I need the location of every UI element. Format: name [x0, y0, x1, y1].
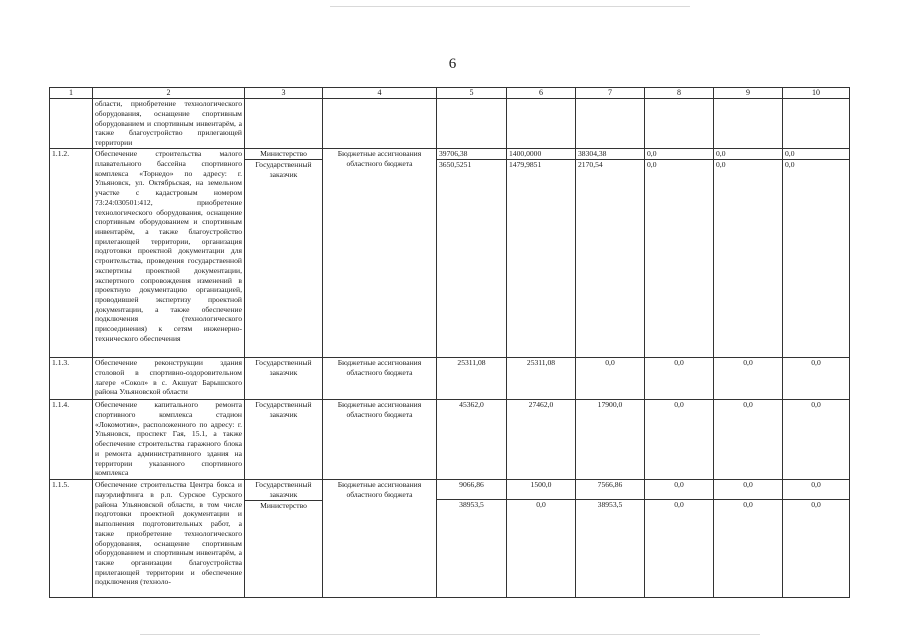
value-cell	[576, 149, 645, 358]
header-row	[50, 88, 850, 99]
row-description: Обеспечение строительства малого плавательного бассейна спортивного комплекса «Торнедо» по адресу: г. Ульяновск, ул. Октябрьская, на земельном участке с кадастровым номером 73:24:030501:412, приобретение технологического оборудования, оснащение спортивным оборудованием и спортивным инвентарём, а также благоустройство прилегающей территории, организация подготовки проектной документации для строительства, проведения государственной экспертизы проектной документации, экспертного сопровождения изменений в проектную документацию организацией, проводившей экспертизу проектной документации, а также обеспечение подключения (технологического присоединения) к сетям инженерно-технического обеспечения	[93, 149, 245, 358]
value: 17900,0	[597, 400, 623, 410]
value-cell	[645, 99, 714, 149]
value-cell	[507, 358, 576, 400]
header-cell: 4	[323, 88, 437, 99]
value: 25311,08	[526, 358, 556, 368]
table-row	[50, 149, 850, 358]
value-cell	[507, 480, 576, 598]
value-cell	[576, 480, 645, 598]
row-description: Обеспечение реконструкции здания столовой в спортивно-оздоровительном лагере «Сокол» в с. Акшуат Барышского района Ульяновской области	[93, 358, 245, 400]
row-description: Обеспечение капитального ремонта спортивного комплекса стадион «Локомотив», расположенного по адресу: г. Ульяновск, проспект Гая, 15.1, а также обеспечение строительства гаражного блока и ремонта административного здания на территории указанного спортивного комплекса	[93, 400, 245, 480]
value-cell	[507, 400, 576, 480]
funding-source-cell	[323, 149, 437, 358]
value: 0,0	[716, 149, 726, 159]
table-row	[50, 99, 850, 149]
value: 0,0	[783, 499, 849, 510]
row-number: 1.1.5.	[50, 480, 93, 598]
value-cell	[645, 149, 714, 358]
value-cell	[507, 149, 576, 358]
executor-cell	[245, 149, 323, 358]
value: 3650,5251	[437, 159, 506, 170]
funding-source: Бюджетные ассигнования областного бюджета	[337, 400, 422, 419]
funding-source: Бюджетные ассигнования областного бюджета	[337, 358, 422, 377]
value: 0,0	[743, 480, 753, 490]
header-cell: 2	[93, 88, 245, 99]
value-cell	[783, 358, 850, 400]
budget-table	[49, 87, 850, 598]
header-cell: 6	[507, 88, 576, 99]
value: 27462,0	[528, 400, 554, 410]
scan-artifact	[140, 634, 760, 635]
value-cell	[783, 149, 850, 358]
value: 0,0	[605, 358, 615, 368]
value-cell	[645, 400, 714, 480]
value: 38304,38	[578, 149, 607, 159]
scan-artifact	[330, 6, 690, 7]
value: 0,0	[743, 358, 753, 368]
value-cell	[783, 99, 850, 149]
value: 38953,5	[437, 499, 506, 510]
value: 0,0	[714, 159, 782, 170]
value-cell	[645, 480, 714, 598]
value: 0,0	[811, 358, 821, 368]
header-cell: 9	[714, 88, 783, 99]
executor-cell	[245, 480, 323, 598]
value-cell	[507, 99, 576, 149]
row-description: области, приобретение технологического оборудования, оснащение спортивным оборудованием и спортивным инвентарём, а также благоустройство прилегающей территории	[93, 99, 245, 149]
value-cell	[437, 149, 507, 358]
value-cell	[714, 149, 783, 358]
value: 0,0	[645, 499, 713, 510]
value: 7566,86	[597, 480, 623, 490]
funding-source: Бюджетные ассигнования областного бюджета	[337, 480, 422, 499]
row-number: 1.1.3.	[50, 358, 93, 400]
value-cell	[576, 99, 645, 149]
value-cell	[437, 358, 507, 400]
executor-name: Государственный заказчик	[255, 400, 312, 419]
header-cell: 7	[576, 88, 645, 99]
executor-name: Государственный заказчик	[245, 159, 322, 179]
value: 2170,54	[576, 159, 644, 170]
funding-source-cell	[323, 400, 437, 480]
table-row	[50, 480, 850, 598]
executor-cell	[245, 400, 323, 480]
value-cell	[437, 480, 507, 598]
value: 0,0	[507, 499, 575, 510]
value: 0,0	[674, 480, 684, 490]
value: 0,0	[645, 159, 713, 170]
header-cell: 1	[50, 88, 93, 99]
value: 38953,5	[576, 499, 644, 510]
value: 0,0	[714, 499, 782, 510]
value-cell	[714, 480, 783, 598]
value: 9066,86	[459, 480, 484, 490]
executor-name: Министерство	[260, 149, 307, 159]
value-cell	[576, 400, 645, 480]
value-cell	[576, 358, 645, 400]
executor-cell	[245, 99, 323, 149]
value: 0,0	[811, 480, 821, 490]
row-number	[50, 99, 93, 149]
value: 1500,0	[530, 480, 552, 490]
header-cell: 10	[783, 88, 850, 99]
value-cell	[645, 358, 714, 400]
value-cell	[437, 400, 507, 480]
value: 0,0	[674, 358, 684, 368]
value: 0,0	[811, 400, 821, 410]
funding-source-cell	[323, 99, 437, 149]
row-description: Обеспечение строительства Центра бокса и пауэрлифтинга в р.п. Сурское Сурского района Ульяновской области, в том числе подготовки проектной документации и выполнения подготовительных работ, а также приобретение технологического оборудования, оснащение спортивным оборудованием и спортивным инвентарём, а также организации благоустройства прилегающей территории и обеспечение подключения (техноло-	[93, 480, 245, 598]
funding-source-cell	[323, 358, 437, 400]
value: 0,0	[647, 149, 657, 159]
header-cell: 5	[437, 88, 507, 99]
row-number: 1.1.2.	[50, 149, 93, 358]
table-row	[50, 358, 850, 400]
value-cell	[783, 400, 850, 480]
value-cell	[783, 480, 850, 598]
value-cell	[714, 358, 783, 400]
row-number: 1.1.4.	[50, 400, 93, 480]
value: 39706,38	[439, 149, 468, 159]
executor-name: Министерство	[245, 500, 322, 511]
executor-name: Государственный заказчик	[255, 480, 312, 499]
value: 1479,9851	[507, 159, 575, 170]
value: 0,0	[743, 400, 753, 410]
value-cell	[714, 400, 783, 480]
value: 1400,0000	[509, 149, 542, 159]
funding-source: Бюджетные ассигнования областного бюджета	[337, 149, 422, 168]
value: 0,0	[783, 159, 849, 170]
funding-source-cell	[323, 480, 437, 598]
value-cell	[714, 99, 783, 149]
value: 0,0	[674, 400, 684, 410]
executor-name: Государственный заказчик	[255, 358, 312, 377]
header-cell: 3	[245, 88, 323, 99]
value: 45362,0	[459, 400, 484, 410]
value: 25311,08	[457, 358, 486, 368]
table-row	[50, 400, 850, 480]
value: 0,0	[785, 149, 795, 159]
executor-cell	[245, 358, 323, 400]
header-cell: 8	[645, 88, 714, 99]
page-number: 6	[448, 56, 457, 72]
value-cell	[437, 99, 507, 149]
